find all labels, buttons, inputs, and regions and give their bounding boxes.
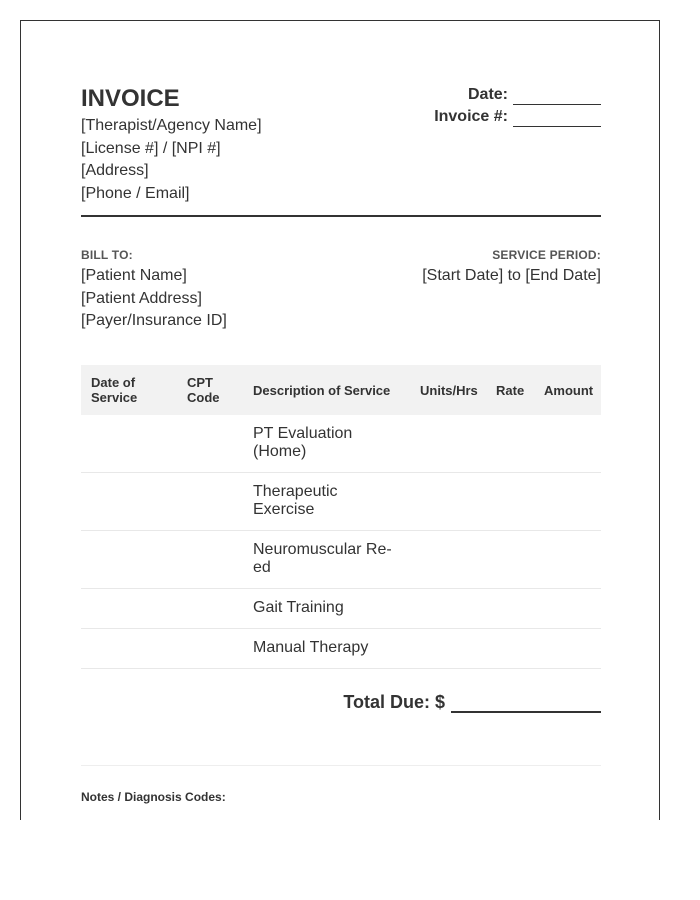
cell-rate [490, 415, 538, 473]
agency-address: [Address] [81, 162, 149, 179]
table-row [81, 531, 601, 589]
date-blank [513, 88, 601, 105]
bill-to [81, 247, 227, 333]
cell-units [412, 473, 490, 531]
total-due [343, 691, 601, 713]
cell-amount [538, 415, 601, 473]
bill-to-lines [81, 265, 227, 333]
invoice-page [20, 20, 660, 820]
invoice-title: INVOICE [81, 85, 180, 112]
cell-units [412, 589, 490, 629]
invoice-content [81, 81, 601, 805]
table-row [81, 589, 601, 629]
cell-amount [538, 473, 601, 531]
bill-to-label: BILL TO: [81, 248, 133, 262]
cell-date [81, 589, 177, 629]
notes-label: Notes / Diagnosis Codes: [81, 790, 226, 804]
cell-amount [538, 589, 601, 629]
total-due-label: Total Due: $ [343, 692, 445, 712]
agency-contact: [Phone / Email] [81, 184, 190, 202]
header-units: Units/Hrs [412, 365, 490, 415]
header-cpt-code: CPT Code [177, 365, 253, 415]
table-row [81, 629, 601, 669]
table-row [81, 415, 601, 473]
services-table [81, 365, 601, 669]
cell-description: Gait Training [253, 589, 412, 629]
cell-date [81, 415, 177, 473]
total-section [81, 669, 601, 766]
patient-name: [Patient Name] [81, 267, 187, 284]
cell-description: Manual Therapy [253, 629, 412, 669]
header-date-of-service: Date of Service [81, 365, 177, 415]
cell-rate [490, 473, 538, 531]
cell-description: Therapeutic Exercise [253, 473, 412, 531]
table-header-row [81, 365, 601, 415]
cell-units [412, 629, 490, 669]
cell-description: PT Evaluation (Home) [253, 415, 412, 473]
table-row [81, 473, 601, 531]
service-period [422, 247, 601, 288]
total-due-blank [451, 693, 601, 713]
cell-rate [490, 589, 538, 629]
invoice-number-blank [513, 110, 601, 127]
billing-section [81, 217, 601, 365]
cell-cpt [177, 473, 253, 531]
patient-address: [Patient Address] [81, 289, 202, 307]
cell-rate [490, 531, 538, 589]
agency-license: [License #] / [NPI #] [81, 139, 221, 157]
cell-rate [490, 629, 538, 669]
cell-amount [538, 531, 601, 589]
cell-date [81, 531, 177, 589]
date-row [434, 83, 601, 105]
invoice-header [81, 81, 601, 217]
payer-id: [Payer/Insurance ID] [81, 312, 227, 329]
service-period-value: [Start Date] to [End Date] [422, 267, 601, 284]
invoice-number-label: Invoice #: [434, 108, 508, 125]
header-amount: Amount [538, 365, 601, 415]
header-rate: Rate [490, 365, 538, 415]
cell-cpt [177, 531, 253, 589]
invoice-number-row [434, 105, 601, 127]
cell-units [412, 415, 490, 473]
service-period-label: SERVICE PERIOD: [492, 248, 601, 262]
agency-name: [Therapist/Agency Name] [81, 117, 262, 134]
date-label: Date: [467, 86, 508, 103]
header-description: Description of Service [253, 365, 412, 415]
cell-cpt [177, 589, 253, 629]
cell-description: Neuromuscular Re-ed [253, 531, 412, 589]
cell-date [81, 473, 177, 531]
cell-cpt [177, 415, 253, 473]
cell-cpt [177, 629, 253, 669]
cell-date [81, 629, 177, 669]
cell-units [412, 531, 490, 589]
cell-amount [538, 629, 601, 669]
agency-info [81, 115, 262, 205]
invoice-meta [434, 83, 601, 127]
